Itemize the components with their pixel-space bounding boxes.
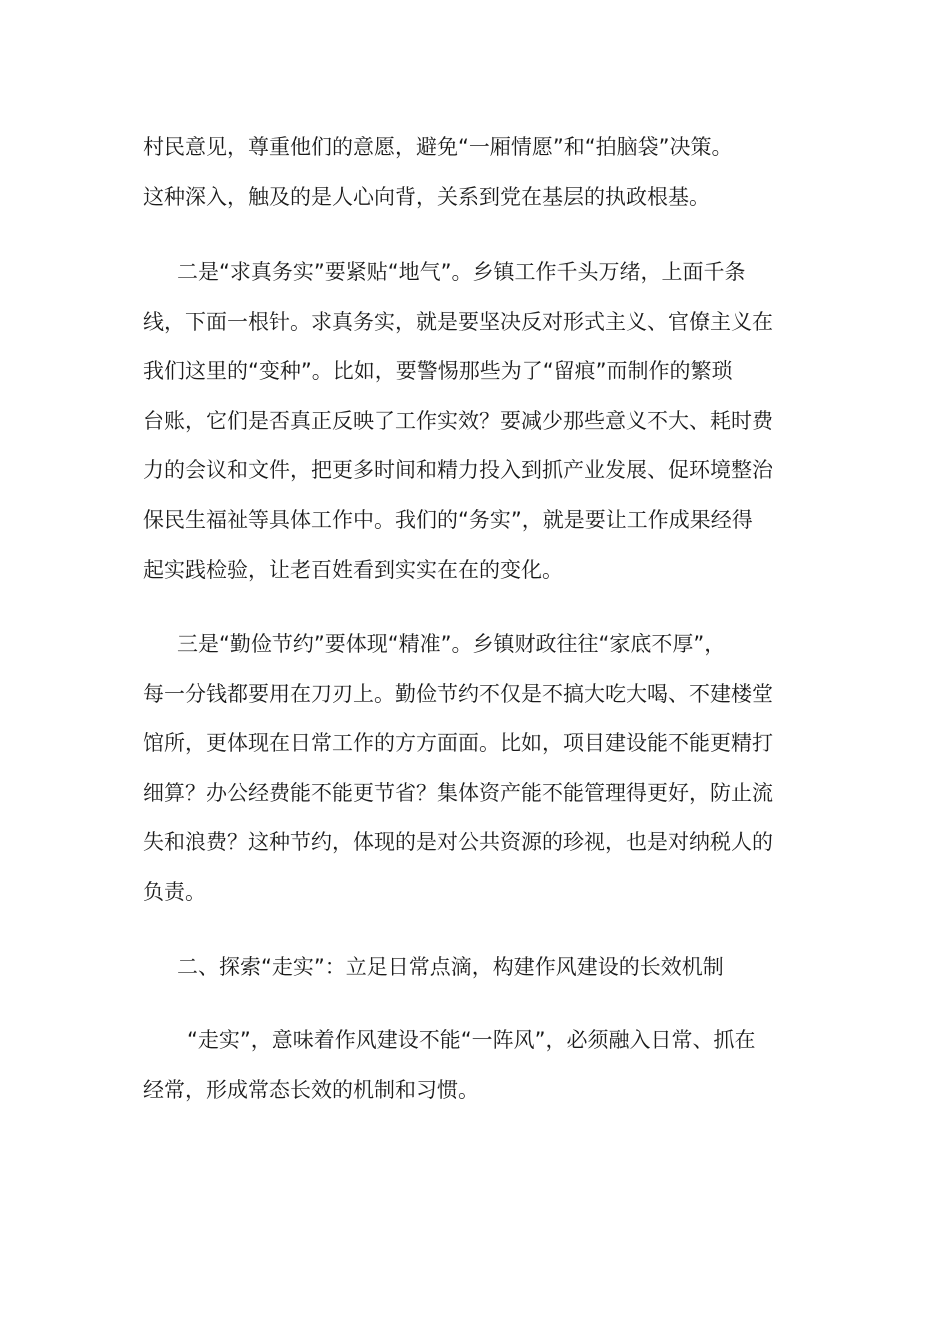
text-line: 细算？办公经费能不能更节省？集体资产能不能管理得更好，防止流 xyxy=(143,780,773,805)
text-line: 线，下面一根针。求真务实，就是要坚决反对形式主义、官僚主义在 xyxy=(143,309,773,334)
text-line: 三是“勤俭节约”要体现“精准”。乡镇财政往往“家底不厚”， xyxy=(177,632,726,656)
text-line: 二是“求真务实”要紧贴“地气”。乡镇工作千头万绪，上面千条 xyxy=(177,260,746,284)
section-heading xyxy=(143,943,808,993)
text-line: 起实践检验，让老百姓看到实实在在的变化。 xyxy=(143,557,563,582)
text-line: 负责。 xyxy=(143,879,206,904)
text-line: 每一分钱都要用在刀刃上。勤俭节约不仅是不搞大吃大喝、不建楼堂 xyxy=(143,681,773,706)
text-line: 力的会议和文件，把更多时间和精力投入到抓产业发展、促环境整治 xyxy=(143,458,773,483)
paragraph-continuation xyxy=(143,123,808,222)
paragraph-walk-solid xyxy=(143,1016,808,1115)
section-heading-text: 二、探索“走实”：立足日常点滴，构建作风建设的长效机制 xyxy=(177,955,724,979)
paragraph-frugality xyxy=(143,620,808,918)
text-line: 馆所，更体现在日常工作的方方面面。比如，项目建设能不能更精打 xyxy=(143,731,773,756)
text-line: 保民生福祉等具体工作中。我们的“务实”，就是要让工作成果经得 xyxy=(143,507,753,532)
text-line: 失和浪费？这种节约，体现的是对公共资源的珍视，也是对纳税人的 xyxy=(143,830,773,855)
paragraph-seeking-truth xyxy=(143,248,808,595)
text-line: 村民意见，尊重他们的意愿，避免“一厢情愿”和“拍脑袋”决策。 xyxy=(143,135,733,159)
text-line: “走实”，意味着作风建设不能“一阵风”，必须融入日常、抓在 xyxy=(187,1028,756,1052)
text-line: 我们这里的“变种”。比如，要警惕那些为了“留痕”而制作的繁琐 xyxy=(143,359,733,384)
text-line: 经常，形成常态长效的机制和习惯。 xyxy=(143,1077,479,1102)
text-line: 台账，它们是否真正反映了工作实效？要减少那些意义不大、耗时费 xyxy=(143,408,773,433)
text-line: 这种深入，触及的是人心向背，关系到党在基层的执政根基。 xyxy=(143,184,710,209)
